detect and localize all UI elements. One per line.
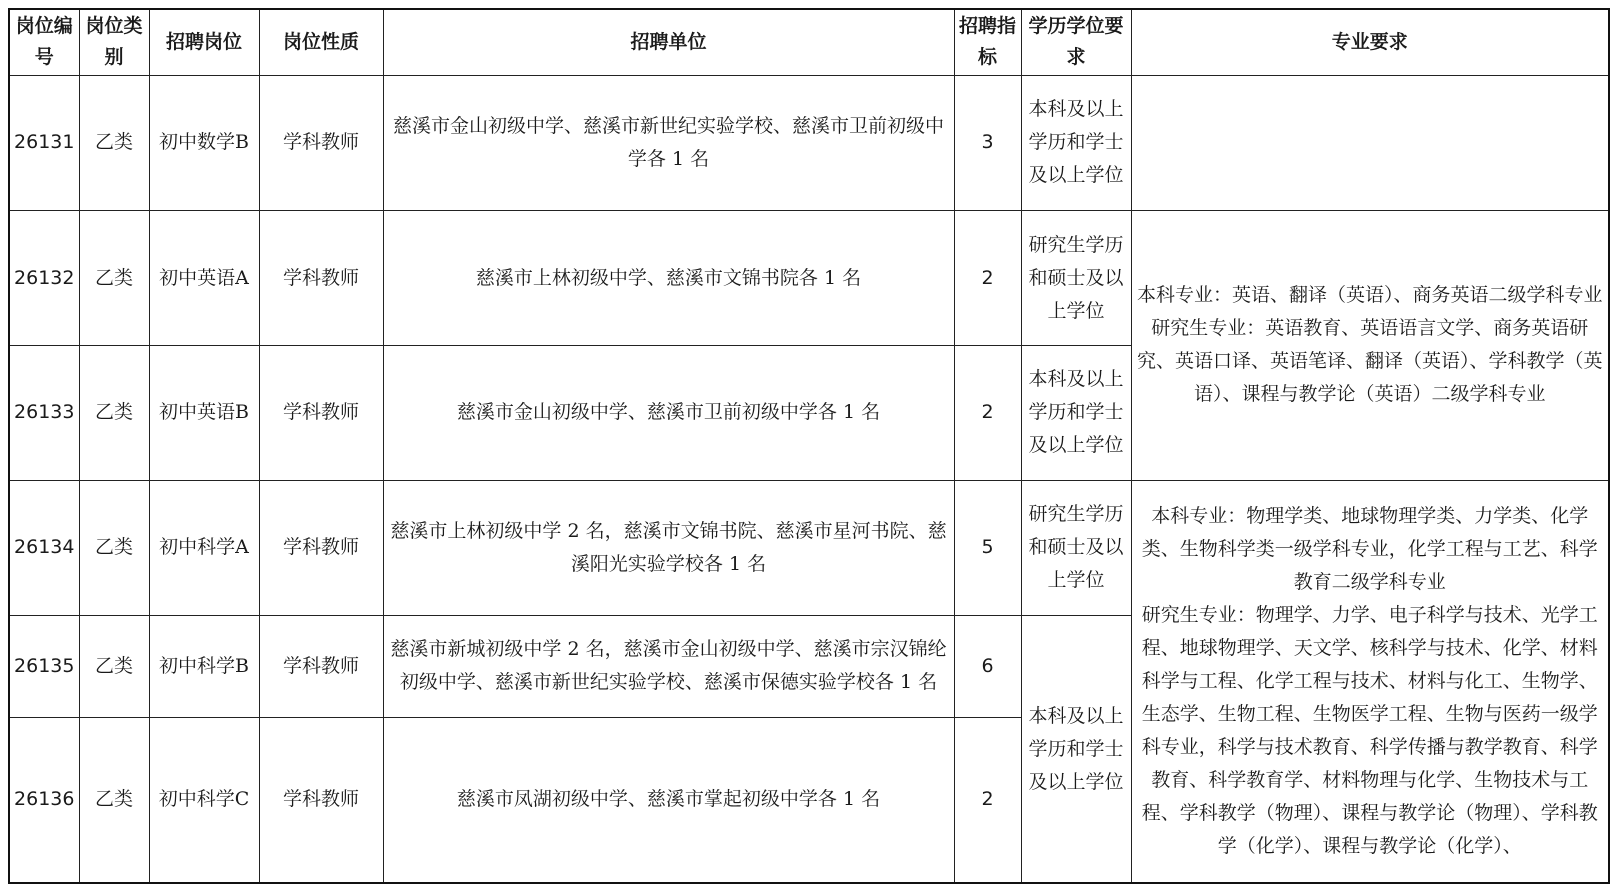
cell-degree-merged: 本科及以上学历和学士及以上学位: [1021, 616, 1131, 883]
header-category: 岗位类别: [79, 9, 149, 75]
cell-category: 乙类: [79, 616, 149, 718]
cell-category: 乙类: [79, 345, 149, 480]
major-english-undergrad: 本科专业：英语、翻译（英语）、商务英语二级学科专业: [1136, 284, 1603, 307]
cell-nature: 学科教师: [259, 345, 383, 480]
cell-unit: 慈溪市上林初级中学 2 名，慈溪市文锦书院、慈溪市星河书院、慈溪阳光实验学校各 1 名: [383, 480, 954, 616]
cell-quota: 2: [954, 211, 1021, 346]
cell-position: 初中科学A: [149, 480, 259, 616]
header-major: 专业要求: [1131, 9, 1609, 75]
cell-quota: 6: [954, 616, 1021, 718]
cell-quota: 5: [954, 480, 1021, 616]
cell-unit: 慈溪市金山初级中学、慈溪市新世纪实验学校、慈溪市卫前初级中学各 1 名: [383, 75, 954, 211]
cell-category: 乙类: [79, 211, 149, 346]
header-unit: 招聘单位: [383, 9, 954, 75]
header-nature: 岗位性质: [259, 9, 383, 75]
cell-major: [1131, 75, 1609, 211]
header-quota: 招聘指标: [954, 9, 1021, 75]
cell-position: 初中英语B: [149, 345, 259, 480]
cell-position: 初中科学B: [149, 616, 259, 718]
cell-nature: 学科教师: [259, 211, 383, 346]
cell-code: 26132: [9, 211, 79, 346]
cell-degree: 研究生学历和硕士及以上学位: [1021, 480, 1131, 616]
cell-category: 乙类: [79, 480, 149, 616]
cell-code: 26135: [9, 616, 79, 718]
cell-quota: 2: [954, 345, 1021, 480]
header-degree: 学历学位要求: [1021, 9, 1131, 75]
cell-position: 初中科学C: [149, 717, 259, 883]
cell-position: 初中英语A: [149, 211, 259, 346]
header-code: 岗位编号: [9, 9, 79, 75]
table-row: [9, 211, 1609, 346]
cell-unit: 慈溪市金山初级中学、慈溪市卫前初级中学各 1 名: [383, 345, 954, 480]
cell-degree: 本科及以上学历和学士及以上学位: [1021, 75, 1131, 211]
cell-quota: 3: [954, 75, 1021, 211]
cell-quota: 2: [954, 717, 1021, 883]
major-science-grad: 研究生专业：物理学、力学、电子科学与技术、光学工程、地球物理学、天文学、核科学与技术、化学、材料科学与工程、化学工程与技术、材料与化工、生物学、生态学、生物工程、生物医学工程、生物与医药一级学科专业，科学与技术教育、科学传播与教学教育、科学教育、科学教育学、材料物理与化学、生物技术与工程、学科教学（物理）、课程与教学论（物理）、学科教学（化学）、课程与教学论（化学）、: [1141, 603, 1598, 857]
cell-code: 26131: [9, 75, 79, 211]
table-row: [9, 480, 1609, 616]
cell-nature: 学科教师: [259, 616, 383, 718]
major-english-grad: 研究生专业：英语教育、英语语言文学、商务英语研究、英语口译、英语笔译、翻译（英语）、学科教学（英语）、课程与教学论（英语）二级学科专业: [1136, 317, 1603, 406]
cell-unit: 慈溪市凤湖初级中学、慈溪市掌起初级中学各 1 名: [383, 717, 954, 883]
cell-unit: 慈溪市上林初级中学、慈溪市文锦书院各 1 名: [383, 211, 954, 346]
cell-position: 初中数学B: [149, 75, 259, 211]
major-science-undergrad: 本科专业：物理学类、地球物理学类、力学类、化学类、生物科学类一级学科专业，化学工程与工艺、科学教育二级学科专业: [1141, 504, 1598, 593]
table-row: [9, 75, 1609, 211]
recruitment-table: [8, 8, 1610, 884]
cell-category: 乙类: [79, 717, 149, 883]
cell-code: 26133: [9, 345, 79, 480]
cell-nature: 学科教师: [259, 480, 383, 616]
cell-nature: 学科教师: [259, 75, 383, 211]
cell-category: 乙类: [79, 75, 149, 211]
cell-nature: 学科教师: [259, 717, 383, 883]
cell-degree: 本科及以上学历和学士及以上学位: [1021, 345, 1131, 480]
cell-major-science: [1131, 480, 1609, 883]
cell-major-english: [1131, 211, 1609, 480]
cell-code: 26134: [9, 480, 79, 616]
cell-code: 26136: [9, 717, 79, 883]
cell-degree: 研究生学历和硕士及以上学位: [1021, 211, 1131, 346]
cell-unit: 慈溪市新城初级中学 2 名，慈溪市金山初级中学、慈溪市宗汉锦纶初级中学、慈溪市新世纪实验学校、慈溪市保德实验学校各 1 名: [383, 616, 954, 718]
header-row: [9, 9, 1609, 75]
header-position: 招聘岗位: [149, 9, 259, 75]
